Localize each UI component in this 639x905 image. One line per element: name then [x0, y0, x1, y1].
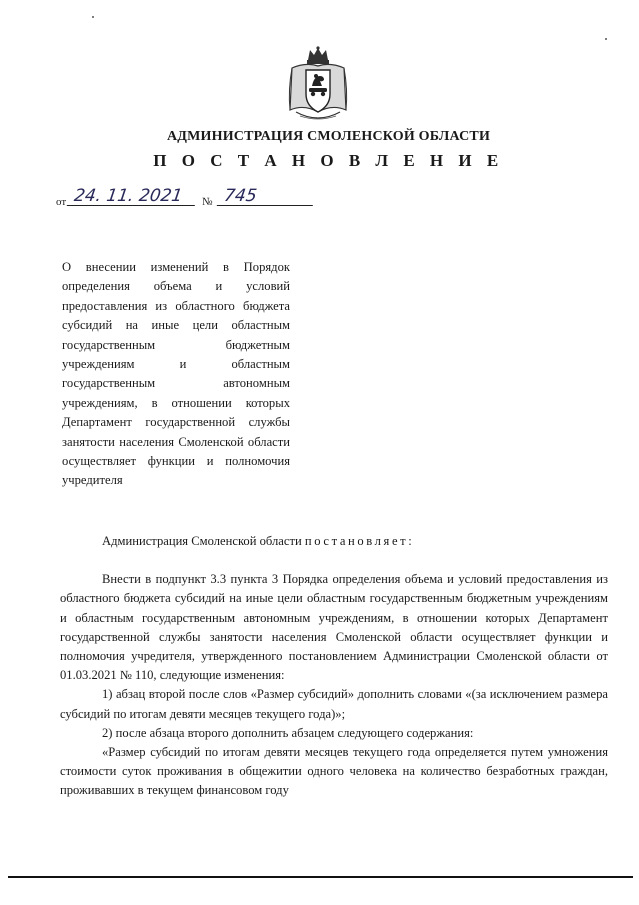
organization-title: АДМИНИСТРАЦИЯ СМОЛЕНСКОЙ ОБЛАСТИ — [166, 129, 491, 144]
document-subject: О внесении изменений в Порядок определения объема и условий предоставления из областного бюджета субсидий на иные цели областным государственным бюджетным учреждениям и областным государственным автономным учреждениям, в отношении которых Департамент государственной службы занятости населения Смоленской области осуществляет функции и полномочия учредителя — [62, 260, 290, 488]
body-paragraph: «Размер субсидий по итогам девяти месяцев текущего года определяется путем умножения стоимости суток проживания в общежитии одного человека на количество безработных граждан, проживавших в текущем финансовом году — [60, 745, 608, 798]
handwritten-number: 745 — [217, 188, 316, 206]
document-type-title: П О С Т А Н О В Л Е Н И Е — [153, 151, 504, 170]
date-prefix: от — [56, 196, 67, 208]
body-paragraph: Внести в подпункт 3.3 пункта 3 Порядка определения объема и условий предоставления из областного бюджета субсидий на иные цели областным государственным бюджетным учреждениям и областным государственным автономным учреждениям, в отношении которых Департамент государственной службы занятости населения Смоленской области осуществляет функции и полномочия учредителя, утвержденного постановлением Администрации Смоленской области от 01.03.2021 № 110, следующие изменения: — [60, 572, 608, 683]
scan-speck — [92, 16, 94, 18]
body-paragraph: 2) после абзаца второго дополнить абзацем следующего содержания: — [102, 725, 474, 740]
handwritten-date: 24. 11. 2021 — [67, 188, 198, 206]
page-bottom-edge — [8, 876, 633, 878]
registration-line — [56, 188, 326, 212]
decree-statement — [60, 532, 608, 551]
number-prefix: № — [202, 196, 213, 208]
body-paragraph: 1) абзац второй после слов «Размер субсидий» дополнить словами «(за исключением размера субсидий по итогам девяти месяцев текущего года)»; — [60, 687, 608, 721]
smolensk-coat-of-arms-icon — [286, 46, 350, 122]
decree-lead: Администрация Смоленской области — [102, 534, 305, 548]
scan-speck — [605, 38, 607, 40]
document-body — [60, 532, 608, 801]
decree-word: постановляет: — [304, 534, 415, 548]
